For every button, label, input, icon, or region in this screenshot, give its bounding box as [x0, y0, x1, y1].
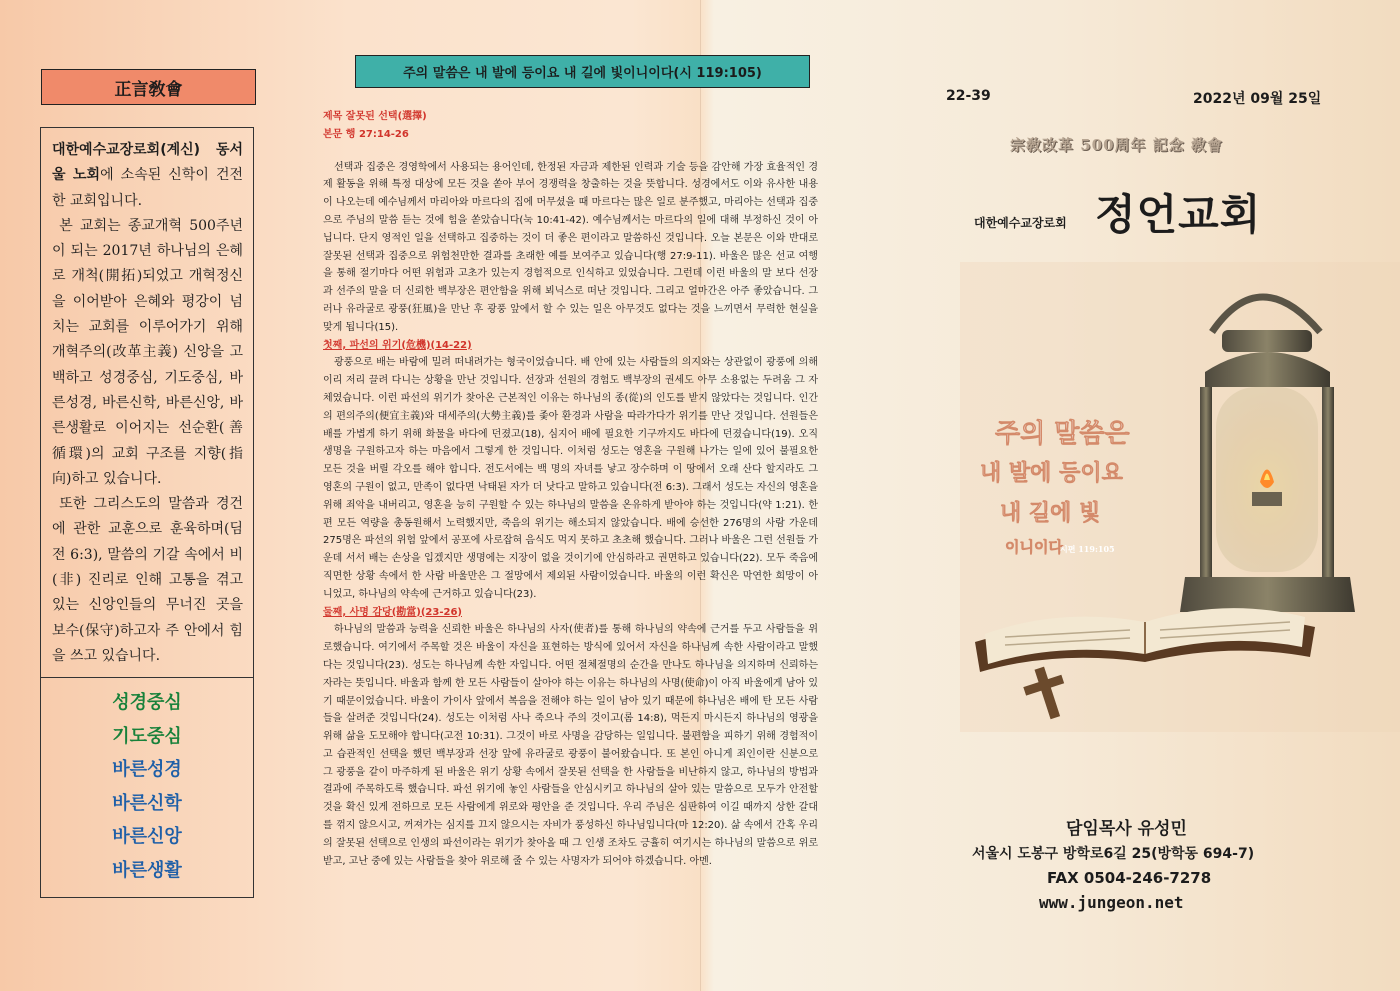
sermon [323, 108, 818, 870]
art-verse-line: 내 발에 등이요 [980, 460, 1123, 486]
art-verse-line: 내 길에 빛 [1000, 500, 1101, 526]
intro-text: 본 교회는 종교개혁 500주년이 되는 2017년 하나님의 은혜로 개척(開拓)되었고 개혁정신을 이어받아 은혜와 평강이 넘치는 교회를 이루어가기 위해 개혁주의(改革主義) 신앙을 고백하고 성경중심, 기도중심, 바른성경, 바른신학, 바른신앙, 바른생활로 이어지는 선순환(善循環)의 교회 구조를 지향(指向)하고 있습니다. [52, 217, 244, 487]
bulletin-week: 22-39 [946, 88, 991, 104]
church-fax: FAX 0504-246-7278 [1047, 869, 1212, 887]
lantern-bible-illustration [960, 262, 1400, 732]
motto-item: 바른신앙 [112, 826, 182, 847]
church-address: 서울시 도봉구 방학로6길 25(방학동 694-7) [972, 846, 1255, 862]
motto-item: 기도중심 [112, 725, 182, 747]
intro-paragraph-3 [52, 492, 243, 669]
intro-text: 또한 그리스도의 말씀과 경건에 관한 교훈으로 훈육하며(딤전 6:3), 말씀의 기갈 속에서 비(非) 진리로 인해 고통을 겪고 있는 신앙인들의 무너진 곳을 보수(保守)하고자 주 안에서 힘을 쓰고 있습니다. [52, 496, 244, 664]
art-verse-line: 주의 말씀은 [995, 419, 1130, 449]
motto-item: 바른신학 [112, 792, 182, 814]
intro-text: 에 소속된 신학이 건전한 교회입니다. [52, 167, 243, 209]
motto-item: 성경중심 [112, 692, 182, 713]
church-website[interactable]: www.jungeon.net [1039, 893, 1184, 912]
church-hanja-title [41, 69, 256, 105]
anniversary-label: 宗敎改革 500周年 記念 敎會 [1010, 136, 1223, 154]
sermon-intro: 선택과 집중은 경영학에서 사용되는 용어인데, 한정된 자금과 제한된 인력과 기술 등을 감안해 가장 효율적인 경제 활동을 위해 특정 대상에 모든 것을 쏟아 부어 경쟁력을 창출하는 것을 뜻합니다. 성경에서도 이와 유사한 내용이 나오는데 예수님께서 마리아와 마르다의 집에 머무셨을 때 마르다는 많은 일로 분주했고, 마리아는 선택과 집중으로 주님의 말씀 듣는 것에 힘을 쏟았습니다(눅 10:41-42). 예수님께서는 마르다의 일에 대해 부정하신 것이 아닙니다. 단지 영적인 일을 선택하고 집중하는 것이 더 좋은 편이라고 말씀하신 것입니다. 오늘 본문은 이와 반대로 잘못된 선택과 집중으로 위험천만한 결과를 초래한 예를 보여주고 있습니다(행 27:9-11). 바울은 많은 선교 여행을 통해 절기마다 어떤 위험과 고초가 있는지 경험적으로 인식하고 있었습니다. 그런데 이런 바울의 말 보다 선장과 선주의 말을 더 신뢰한 백부장은 편안함을 위해 뵈닉스로 떠난 것입니다. 그리고 얼마간은 아주 좋았습니다. 그러나 유라굴로 광풍(狂風)을 만난 후 광풍 앞에서 할 수 있는 일은 아무것도 없다는 것을 느끼면서 무력한 현실을 맞게 됩니다(15). [323, 161, 818, 333]
church-hanja-text: 正言敎會 [114, 79, 183, 100]
verse-banner [355, 55, 810, 88]
motto-box [40, 677, 254, 898]
intro-paragraph-1 [52, 138, 243, 214]
sermon-title: 제목 잘못된 선택(選擇) [323, 111, 427, 122]
verse-banner-text: 주의 말씀은 내 발에 등이요 내 길에 빛이니이다(시 119:105) [403, 66, 762, 81]
church-intro-box [40, 127, 254, 678]
sermon-point1-title: 첫째, 파선의 위기(危機)(14-22) [323, 339, 472, 351]
pastor-name: 담임목사 유성민 [1066, 819, 1187, 839]
sermon-point2-title: 둘째, 사명 감당(勘當)(23-26) [323, 606, 462, 618]
motto-item: 바른생활 [112, 859, 182, 881]
motto-item: 바른성경 [112, 759, 182, 780]
art-verse-ref: 시편 119:105 [1060, 544, 1115, 554]
sermon-point1: 광풍으로 배는 바람에 밀려 떠내려가는 형국이었습니다. 배 안에 있는 사람들의 의지와는 상관없이 광풍에 의해 이리 저리 끌려 다니는 상황을 만난 것입니다. 선장과 선원의 경험도 백부장의 권세도 아무 소용없는 두려움 그 자체였습니다. 이런 파선의 위기가 찾아온 근본적인 이유는 하나님의 종(從)의 인도를 받지 않았다는 것입니다. 인간의 편의주의(便宜主義)와 대세주의(大勢主義)를 좇아 환경과 사람을 따라가다가 위기를 만난 것입니다. 선원들은 배를 가볍게 하기 위해 화물을 바다에 던졌고(18), 심지어 배에 필요한 기구까지도 바다에 던졌습니다(19). 오직 생명을 구원하고자 하는 마음에서 그렇게 한 것입니다. 이처럼 성도는 영혼을 구원해 나가는 일에 있어 불필요한 모든 것을 버릴 각오를 해야 합니다. 전도서에는 백 명의 자녀를 낳고 장수하며 이 땅에서 오래 산다 할지라도 그 영혼의 구원이 없고, 만족이 없다면 낙태된 자가 더 낫다고 말하고 있습니다(전 6:3). 그래서 성도는 자신의 영혼을 위해 죄악을 내버리고, 영혼을 능히 구원할 수 있는 하나님의 말씀을 온유하게 받아야 하는 것입니다(약 1:21). 한편 모든 역량을 총동원해서 노력했지만, 죽음의 위기는 해소되지 않았습니다. 배에 승선한 276명의 사람 가운데 275명은 파선의 위험 앞에서 공포에 사로잡혀 음식도 먹지 못하고 초초해 했습니다. 그러나 바울은 그런 선원들 가운데 서서 배는 손상을 입겠지만 생명에는 지장이 없을 것이기에 안심하라고 권면하고 있습니다(22). 모두 죽음에 직면한 상황 속에서 한 사람 바울만은 그 절망에서 제외된 사람이었습니다. 바울의 이런 확신은 막연한 희망이 아니었고, 하나님의 약속에 근거하고 있습니다(23). [323, 357, 818, 600]
sermon-point2: 하나님의 말씀과 능력을 신뢰한 바울은 하나님의 사자(使者)를 통해 하나님의 약속에 근거를 두고 사람들을 위로했습니다. 여기에서 주목할 것은 바울이 자신을 표현하는 방식에 있어서 자신을 하나님께 속한 사람이라고 말했다는 것입니다(23). 성도는 하나님께 속한 자입니다. 어떤 절체절명의 순간을 만나도 하나님을 의지하며 신뢰하는 자라는 뜻입니다. 바울과 함께 한 모든 사람들이 살아야 하는 이유는 하나님의 사명(使命)이 아직 바울에게 남아 있기 때문이었습니다. 바울이 가이사 앞에서 복음을 전해야 하는 일이 남아 있기 때문에 하나님은 배에 탄 모든 사람들을 살려준 것입니다(24). 성도는 이처럼 사나 죽으나 주의 것이고(롬 14:8), 먹든지 마시든지 하나님의 영광을 위해 삶을 도모해야 합니다(고전 10:31). 그것이 바로 사명을 감당하는 일입니다. 불편함을 피하기 위해 경험적이고 습관적인 선택을 했던 백부장과 선장 앞에 유라굴로 광풍이 불어왔습니다. 또 본인 아니게 죄인이란 신분으로 그 광풍을 같이 마주하게 된 바울은 위기 상황 속에서 잘못된 선택을 한 사람들을 비난하지 않고, 하나님의 방법과 결과에 주목하도록 했습니다. 파선 위기에 놓인 사람들을 안심시키고 하나님의 살아 있는 말씀으로 모두가 안전할 것을 확신 있게 전하므로 모든 사람에게 위로와 평안을 준 것입니다. 우리 주님은 심판하여 이길 때까지 상한 갈대를 꺾지 않으시고, 꺼져가는 심지를 끄지 않으시는 자비가 풍성하신 하나님입니다(마 12:20). 삶 속에서 간혹 우리의 잘못된 선택으로 인생의 파선이라는 위기가 찾아올 때 그 인생 조차도 긍휼히 여기시는 하나님의 말씀으로 위로 받고, 고난 중에 있는 사람들을 찾아 위로해 줄 수 있는 사명자가 되어야 하겠습니다. 아멘. [323, 624, 818, 867]
bulletin-date: 2022년 09월 25일 [1193, 91, 1322, 107]
denomination: 대한예수교장로회 [974, 216, 1067, 230]
church-name: 정언교회 [1095, 190, 1262, 239]
art-verse-line: 이니이다 [1005, 538, 1063, 556]
sermon-text-ref: 본문 행 27:14-26 [323, 128, 409, 140]
intro-bold: 대한예수교장로회(계신) 동서울 노회 [52, 142, 243, 184]
intro-paragraph-2 [52, 214, 243, 492]
